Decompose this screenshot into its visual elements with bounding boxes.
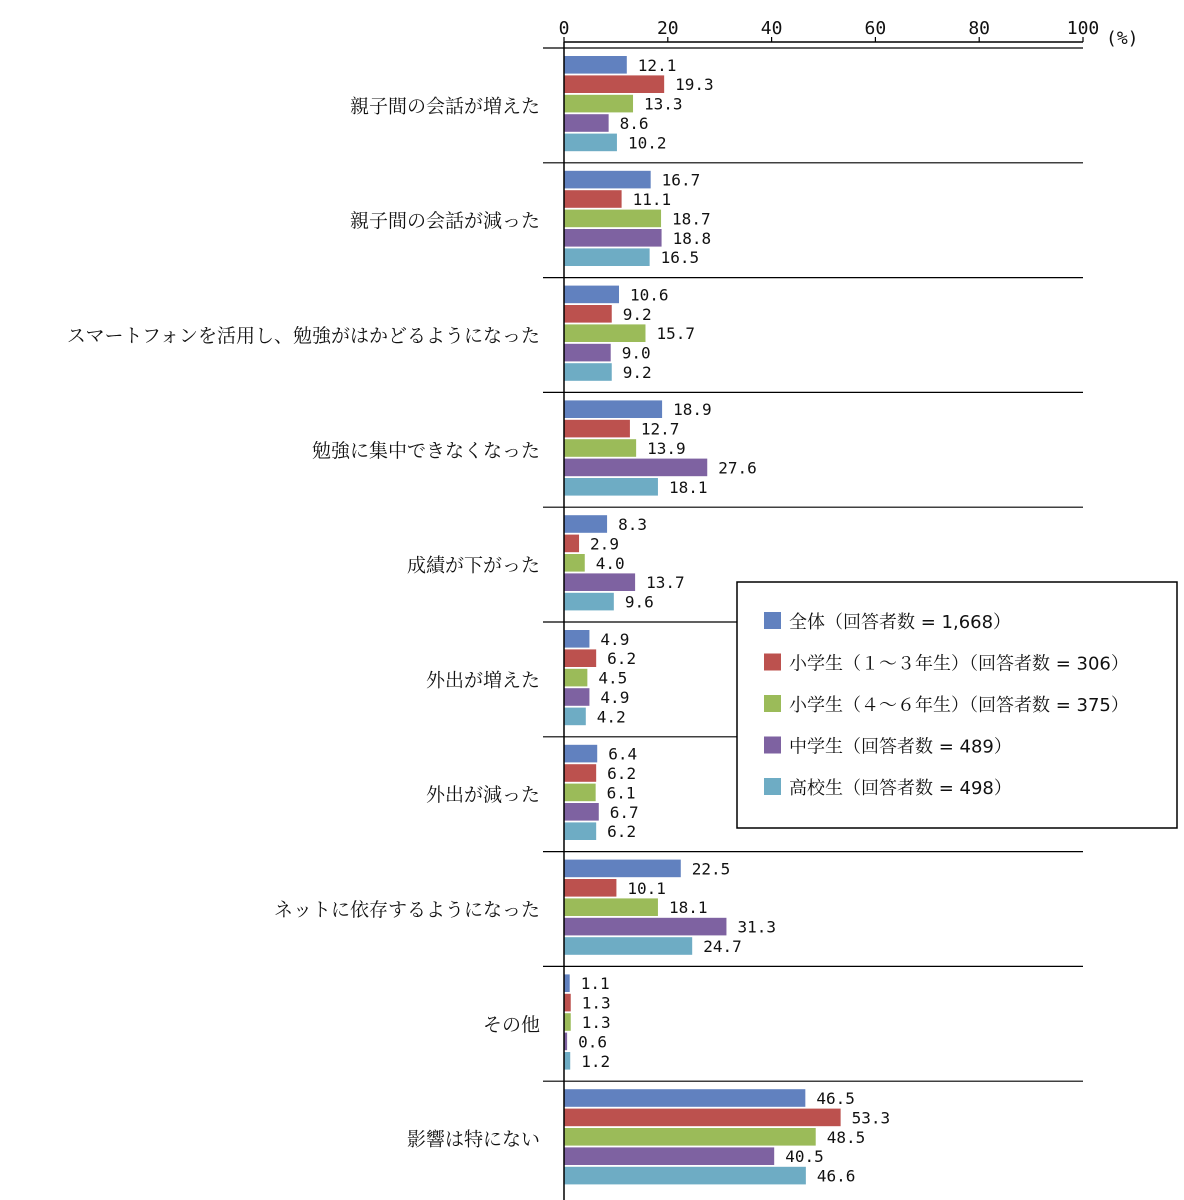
- bar-5-9: [564, 1052, 570, 1070]
- bar-4-2: [564, 229, 662, 247]
- data-label: 18.7: [672, 209, 711, 229]
- bar-5-5: [564, 593, 614, 611]
- bar-2-7: [564, 764, 596, 782]
- data-label: 0.6: [578, 1032, 608, 1052]
- bar-3-5: [564, 554, 585, 572]
- data-label: 31.3: [737, 917, 776, 937]
- x-tick-label: 40: [760, 18, 783, 39]
- bar-2-1: [564, 75, 664, 93]
- data-label: 9.2: [622, 304, 652, 324]
- data-label: 4.5: [598, 668, 628, 688]
- data-label: 6.4: [608, 744, 638, 764]
- data-label: 19.3: [675, 75, 714, 95]
- bar-3-2: [564, 210, 661, 228]
- bar-2-2: [564, 190, 622, 208]
- data-label: 46.5: [816, 1089, 855, 1108]
- data-label: 16.7: [661, 170, 701, 190]
- bar-1-1: [564, 56, 627, 74]
- category-label: 成績が下がった: [406, 554, 540, 577]
- bar-3-7: [564, 784, 596, 802]
- bar-2-4: [564, 420, 630, 438]
- bar-5-7: [564, 822, 596, 840]
- category-label: 外出が減った: [425, 784, 540, 807]
- category-label: 外出が増えた: [425, 669, 540, 692]
- bar-4-1: [564, 114, 609, 132]
- bar-5-2: [564, 248, 650, 266]
- data-label: 4.9: [600, 629, 630, 649]
- data-label: 16.5: [660, 248, 700, 268]
- bar-5-1: [564, 134, 617, 152]
- bar-2-10: [564, 1109, 841, 1127]
- bar-2-8: [564, 879, 616, 897]
- data-label: 12.1: [637, 55, 677, 75]
- data-label: 2.9: [590, 534, 619, 554]
- bar-1-10: [564, 1089, 805, 1107]
- bar-2-6: [564, 649, 596, 667]
- data-label: 48.5: [826, 1127, 866, 1147]
- data-label: 10.6: [630, 285, 669, 305]
- category-label: 勉強に集中できなくなった: [311, 439, 540, 462]
- data-label: 6.1: [606, 783, 636, 803]
- bar-3-1: [564, 95, 633, 113]
- data-label: 46.6: [816, 1166, 856, 1186]
- bar-3-3: [564, 324, 645, 342]
- x-tick-label: 20: [656, 18, 679, 39]
- legend-label: 全体（回答者数 = 1,668）: [789, 612, 1012, 633]
- data-label: 4.0: [595, 553, 625, 573]
- bar-4-6: [564, 688, 589, 706]
- bar-1-3: [564, 286, 619, 304]
- bar-3-8: [564, 898, 658, 916]
- data-label: 1.3: [581, 1013, 611, 1032]
- legend-label: 高校生（回答者数 = 498）: [789, 778, 1012, 799]
- legend-swatch: [764, 737, 781, 754]
- data-label: 6.2: [607, 649, 637, 669]
- bar-1-4: [564, 400, 662, 418]
- category-label: 親子間の会話が増えた: [349, 95, 540, 118]
- category-label: 親子間の会話が減った: [349, 210, 540, 233]
- data-label: 1.2: [581, 1051, 611, 1071]
- data-label: 24.7: [703, 937, 742, 956]
- bar-2-3: [564, 305, 612, 323]
- bar-4-8: [564, 918, 726, 936]
- data-label: 8.3: [618, 515, 647, 534]
- bar-4-3: [564, 344, 611, 362]
- x-tick-label: 60: [864, 18, 887, 39]
- bar-5-8: [564, 937, 692, 955]
- bar-5-6: [564, 708, 586, 726]
- bar-1-8: [564, 860, 681, 878]
- data-label: 18.1: [668, 898, 708, 918]
- data-label: 10.1: [627, 878, 666, 898]
- bar-1-7: [564, 745, 597, 763]
- category-label: ネットに依存するようになった: [273, 899, 540, 921]
- data-label: 18.8: [672, 228, 712, 248]
- bar-3-9: [564, 1013, 571, 1031]
- x-tick-label: 80: [968, 18, 991, 39]
- bar-1-2: [564, 171, 651, 189]
- data-label: 12.7: [640, 419, 680, 439]
- bar-3-10: [564, 1128, 816, 1146]
- category-label: 影響は特にない: [406, 1128, 540, 1151]
- data-label: 15.7: [656, 324, 696, 344]
- unit-label: (%): [1106, 28, 1139, 49]
- bar-4-5: [564, 573, 635, 591]
- bar-3-6: [564, 669, 587, 687]
- legend-swatch: [764, 778, 781, 795]
- bar-1-5: [564, 515, 607, 533]
- data-label: 4.9: [600, 688, 630, 707]
- data-label: 13.7: [646, 573, 685, 593]
- bar-3-4: [564, 439, 636, 457]
- bar-1-9: [564, 974, 570, 992]
- category-label: その他: [482, 1013, 540, 1036]
- data-label: 8.6: [619, 114, 649, 133]
- legend-swatch: [764, 612, 781, 629]
- data-label: 9.6: [624, 592, 654, 612]
- data-label: 6.2: [607, 822, 637, 842]
- legend-label: 中学生（回答者数 = 489）: [789, 736, 1012, 758]
- data-label: 13.9: [647, 439, 686, 458]
- data-label: 27.6: [718, 458, 757, 478]
- legend-label: 小学生（４～６年生）（回答者数 = 375）: [789, 695, 1129, 716]
- legend-swatch: [764, 654, 781, 671]
- x-tick-label: 100: [1066, 18, 1100, 39]
- data-label: 13.3: [644, 94, 683, 114]
- bar-4-10: [564, 1147, 774, 1165]
- data-label: 53.3: [851, 1108, 891, 1128]
- data-label: 9.0: [621, 343, 651, 363]
- data-label: 11.1: [632, 190, 672, 209]
- bar-5-4: [564, 478, 658, 496]
- bar-2-9: [564, 994, 571, 1012]
- data-label: 10.2: [627, 133, 667, 153]
- category-label: スマートフォンを活用し、勉強がはかどるようになった: [66, 325, 540, 347]
- bar-5-3: [564, 363, 612, 381]
- bar-4-7: [564, 803, 599, 821]
- data-label: 6.2: [607, 764, 637, 783]
- legend-swatch: [764, 695, 781, 712]
- bar-5-10: [564, 1167, 806, 1185]
- data-label: 22.5: [691, 859, 731, 879]
- data-label: 1.1: [580, 974, 610, 994]
- data-label: 9.2: [622, 363, 652, 382]
- bar-2-5: [564, 535, 579, 553]
- data-label: 4.2: [596, 707, 626, 727]
- bar-4-4: [564, 459, 707, 477]
- legend-label: 小学生（１～３年生）（回答者数 = 306）: [789, 653, 1129, 675]
- bar-1-6: [564, 630, 589, 648]
- data-label: 18.9: [673, 400, 712, 420]
- data-label: 6.7: [609, 802, 639, 822]
- data-label: 40.5: [785, 1147, 824, 1167]
- data-label: 1.3: [581, 993, 611, 1013]
- data-label: 18.1: [668, 477, 708, 497]
- x-tick-label: 0: [558, 18, 570, 39]
